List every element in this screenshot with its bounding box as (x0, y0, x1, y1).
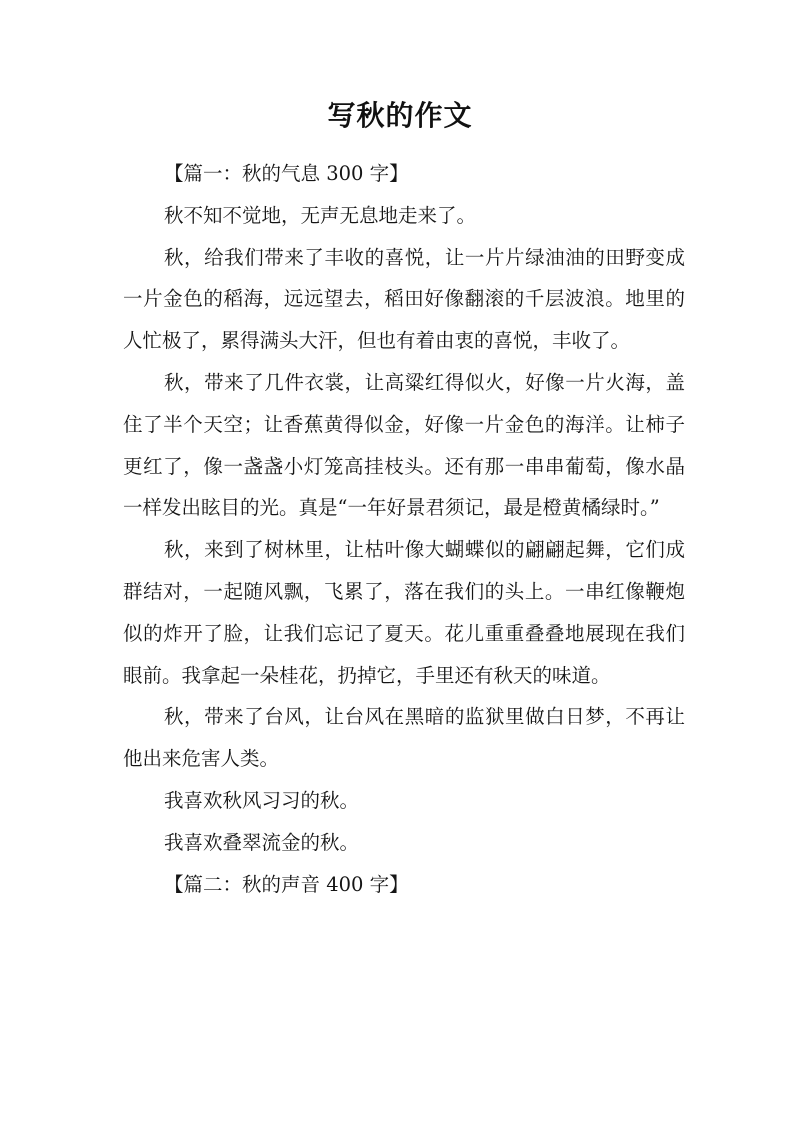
paragraph: 秋，带来了几件衣裳，让高粱红得似火，好像一片火海，盖住了半个天空；让香蕉黄得似金，好像一片金色的海洋。让柿子更红了，像一盏盏小灯笼高挂枝头。还有那一串串葡萄，像水晶一样发出眩目的光。真是“一年好景君须记，最是橙黄橘绿时。” (123, 370, 685, 520)
paragraph: 我喜欢秋风习习的秋。 (164, 788, 360, 812)
section-heading-1: 【篇一：秋的气息 300 字】 (164, 162, 409, 185)
paragraph: 秋，给我们带来了丰收的喜悦，让一片片绿油油的田野变成一片金色的稻海，远远望去，稻田好像翻滚的千层波浪。地里的人忙极了，累得满头大汗，但也有着由衷的喜悦，丰收了。 (123, 245, 685, 353)
paragraph: 秋，带来了台风，让台风在黑暗的监狱里做白日梦，不再让他出来危害人类。 (123, 705, 685, 771)
paragraph: 秋，来到了树林里，让枯叶像大蝴蝶似的翩翩起舞，它们成群结对，一起随风飘，飞累了，落在我们的头上。一串红像鞭炮似的炸开了脸，让我们忘记了夏天。花儿重重叠叠地展现在我们眼前。我拿起一朵桂花，扔掉它，手里还有秋天的味道。 (123, 538, 685, 687)
paragraph: 我喜欢叠翠流金的秋。 (164, 830, 360, 854)
document-body (123, 153, 685, 905)
document-title: 写秋的作文 (327, 99, 473, 132)
paragraph: 秋不知不觉地，无声无息地走来了。 (164, 203, 477, 227)
section-heading-2: 【篇二：秋的声音 400 字】 (164, 872, 409, 896)
